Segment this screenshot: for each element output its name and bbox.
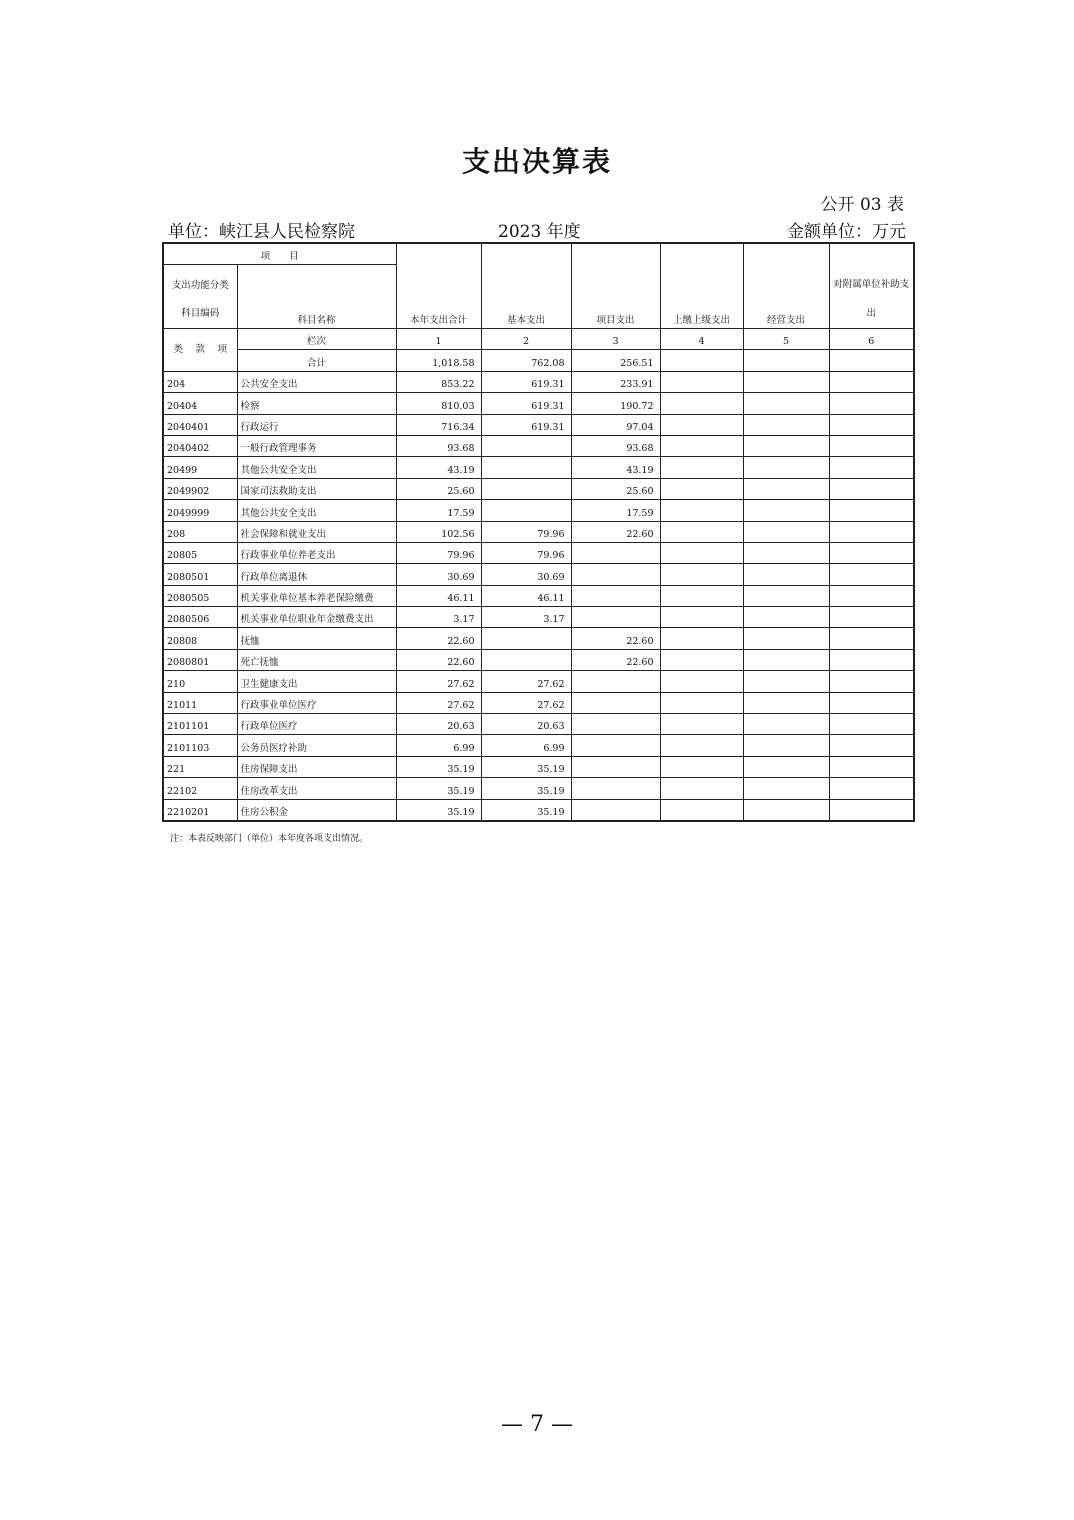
col-num-1: 1 bbox=[396, 329, 481, 350]
total-value-2: 762.08 bbox=[481, 350, 571, 371]
func-code-header bbox=[163, 265, 237, 329]
row-value-1: 25.60 bbox=[396, 478, 481, 499]
table-row bbox=[163, 435, 914, 456]
total-label: 合计 bbox=[237, 350, 396, 371]
func-code-line1: 支出功能分类 bbox=[171, 280, 229, 291]
row-code: 2080506 bbox=[163, 607, 237, 628]
row-value-1: 46.11 bbox=[396, 585, 481, 606]
row-subject-name: 机关事业单位基本养老保险缴费 bbox=[237, 585, 396, 606]
row-value-6 bbox=[829, 649, 914, 670]
table-row bbox=[163, 393, 914, 414]
row-value-2: 3.17 bbox=[481, 607, 571, 628]
row-value-6 bbox=[829, 692, 914, 713]
row-value-6 bbox=[829, 500, 914, 521]
row-value-4 bbox=[660, 585, 743, 606]
table-row bbox=[163, 671, 914, 692]
row-value-3 bbox=[571, 799, 660, 821]
row-value-6 bbox=[829, 521, 914, 542]
row-value-4 bbox=[660, 671, 743, 692]
row-value-5 bbox=[743, 542, 829, 563]
table-row bbox=[163, 735, 914, 756]
row-value-3: 22.60 bbox=[571, 649, 660, 670]
total-value-3: 256.51 bbox=[571, 350, 660, 371]
row-value-1: 716.34 bbox=[396, 414, 481, 435]
unit-label: 单位：峡江县人民检察院 bbox=[168, 222, 355, 242]
total-value-4 bbox=[660, 350, 743, 371]
row-value-3 bbox=[571, 735, 660, 756]
table-row bbox=[163, 457, 914, 478]
row-subject-name: 住房公积金 bbox=[237, 799, 396, 821]
row-code: 204 bbox=[163, 371, 237, 392]
row-subject-name: 卫生健康支出 bbox=[237, 671, 396, 692]
row-value-5 bbox=[743, 521, 829, 542]
row-value-3 bbox=[571, 585, 660, 606]
row-value-2 bbox=[481, 435, 571, 456]
subject-name-header: 科目名称 bbox=[237, 265, 396, 329]
row-code: 2080801 bbox=[163, 649, 237, 670]
row-subject-name: 行政单位离退休 bbox=[237, 564, 396, 585]
table-note: 注：本表反映部门（单位）本年度各项支出情况。 bbox=[170, 834, 369, 844]
table-row bbox=[163, 714, 914, 735]
row-value-5 bbox=[743, 371, 829, 392]
row-value-2: 35.19 bbox=[481, 778, 571, 799]
row-value-2 bbox=[481, 628, 571, 649]
row-value-4 bbox=[660, 414, 743, 435]
row-subject-name: 行政单位医疗 bbox=[237, 714, 396, 735]
row-value-1: 20.63 bbox=[396, 714, 481, 735]
row-value-5 bbox=[743, 393, 829, 414]
table-row bbox=[163, 564, 914, 585]
row-value-2: 27.62 bbox=[481, 671, 571, 692]
row-value-4 bbox=[660, 607, 743, 628]
row-value-1: 43.19 bbox=[396, 457, 481, 478]
row-value-2: 619.31 bbox=[481, 414, 571, 435]
row-value-5 bbox=[743, 628, 829, 649]
row-subject-name: 公务员医疗补助 bbox=[237, 735, 396, 756]
row-subject-name: 检察 bbox=[237, 393, 396, 414]
row-value-1: 35.19 bbox=[396, 756, 481, 777]
row-value-4 bbox=[660, 799, 743, 821]
row-subject-name: 公共安全支出 bbox=[237, 371, 396, 392]
class-header bbox=[163, 329, 237, 372]
row-value-2: 35.19 bbox=[481, 799, 571, 821]
row-value-2: 27.62 bbox=[481, 692, 571, 713]
row-value-6 bbox=[829, 435, 914, 456]
row-value-3 bbox=[571, 607, 660, 628]
total-value-6 bbox=[829, 350, 914, 371]
row-code: 2080501 bbox=[163, 564, 237, 585]
row-value-5 bbox=[743, 564, 829, 585]
col-header-5: 经营支出 bbox=[743, 243, 829, 329]
row-value-1: 6.99 bbox=[396, 735, 481, 756]
col-header-6: 对附属单位补助支出 bbox=[829, 243, 914, 329]
row-value-6 bbox=[829, 607, 914, 628]
xiang-label: 项 bbox=[217, 343, 228, 355]
row-value-4 bbox=[660, 692, 743, 713]
row-value-3 bbox=[571, 778, 660, 799]
row-value-6 bbox=[829, 564, 914, 585]
row-value-5 bbox=[743, 649, 829, 670]
row-value-4 bbox=[660, 735, 743, 756]
row-value-1: 102.56 bbox=[396, 521, 481, 542]
table-row bbox=[163, 607, 914, 628]
row-code: 221 bbox=[163, 756, 237, 777]
row-value-3: 22.60 bbox=[571, 628, 660, 649]
row-value-6 bbox=[829, 371, 914, 392]
row-value-6 bbox=[829, 585, 914, 606]
row-value-3: 233.91 bbox=[571, 371, 660, 392]
row-value-3 bbox=[571, 692, 660, 713]
total-value-5 bbox=[743, 350, 829, 371]
row-value-4 bbox=[660, 564, 743, 585]
col-header-2: 基本支出 bbox=[481, 243, 571, 329]
row-value-3: 43.19 bbox=[571, 457, 660, 478]
table-row bbox=[163, 692, 914, 713]
page-number: — 7 — bbox=[501, 1412, 573, 1437]
row-subject-name: 国家司法救助支出 bbox=[237, 478, 396, 499]
row-value-6 bbox=[829, 457, 914, 478]
row-value-1: 79.96 bbox=[396, 542, 481, 563]
kuan-label: 款 bbox=[195, 343, 205, 355]
table-row bbox=[163, 414, 914, 435]
col-num-3: 3 bbox=[571, 329, 660, 350]
row-value-3: 190.72 bbox=[571, 393, 660, 414]
row-value-4 bbox=[660, 756, 743, 777]
row-subject-name: 社会保障和就业支出 bbox=[237, 521, 396, 542]
row-value-2: 79.96 bbox=[481, 542, 571, 563]
row-value-1: 35.19 bbox=[396, 799, 481, 821]
col-header-3: 项目支出 bbox=[571, 243, 660, 329]
row-value-3: 97.04 bbox=[571, 414, 660, 435]
row-value-5 bbox=[743, 585, 829, 606]
row-subject-name: 住房保障支出 bbox=[237, 756, 396, 777]
row-value-3: 25.60 bbox=[571, 478, 660, 499]
row-value-3: 93.68 bbox=[571, 435, 660, 456]
col-header-4: 上缴上级支出 bbox=[660, 243, 743, 329]
row-value-5 bbox=[743, 756, 829, 777]
row-value-2: 6.99 bbox=[481, 735, 571, 756]
row-value-2 bbox=[481, 457, 571, 478]
row-value-6 bbox=[829, 778, 914, 799]
row-value-5 bbox=[743, 671, 829, 692]
col-header-1: 本年支出合计 bbox=[396, 243, 481, 329]
row-value-4 bbox=[660, 521, 743, 542]
row-subject-name: 行政事业单位养老支出 bbox=[237, 542, 396, 563]
row-value-2: 619.31 bbox=[481, 371, 571, 392]
total-value-1: 1,018.58 bbox=[396, 350, 481, 371]
row-code: 2101103 bbox=[163, 735, 237, 756]
table-row bbox=[163, 585, 914, 606]
expenditure-table bbox=[162, 242, 915, 822]
col-num-5: 5 bbox=[743, 329, 829, 350]
row-value-2: 30.69 bbox=[481, 564, 571, 585]
row-value-1: 17.59 bbox=[396, 500, 481, 521]
row-value-5 bbox=[743, 478, 829, 499]
row-value-1: 810.03 bbox=[396, 393, 481, 414]
year-label: 2023 年度 bbox=[498, 222, 581, 242]
row-subject-name: 其他公共安全支出 bbox=[237, 457, 396, 478]
row-code: 2080505 bbox=[163, 585, 237, 606]
col-num-4: 4 bbox=[660, 329, 743, 350]
table-row bbox=[163, 500, 914, 521]
row-value-1: 30.69 bbox=[396, 564, 481, 585]
row-value-6 bbox=[829, 478, 914, 499]
table-row bbox=[163, 799, 914, 821]
row-value-3: 22.60 bbox=[571, 521, 660, 542]
row-value-3 bbox=[571, 756, 660, 777]
row-value-5 bbox=[743, 414, 829, 435]
row-value-4 bbox=[660, 542, 743, 563]
table-row bbox=[163, 628, 914, 649]
table-row bbox=[163, 542, 914, 563]
row-code: 21011 bbox=[163, 692, 237, 713]
row-value-4 bbox=[660, 628, 743, 649]
row-value-2 bbox=[481, 500, 571, 521]
row-subject-name: 行政事业单位医疗 bbox=[237, 692, 396, 713]
row-code: 2210201 bbox=[163, 799, 237, 821]
row-value-2 bbox=[481, 478, 571, 499]
row-value-5 bbox=[743, 457, 829, 478]
row-code: 208 bbox=[163, 521, 237, 542]
col-num-6: 6 bbox=[829, 329, 914, 350]
row-value-5 bbox=[743, 799, 829, 821]
table-row bbox=[163, 371, 914, 392]
row-code: 20808 bbox=[163, 628, 237, 649]
row-subject-name: 一般行政管理事务 bbox=[237, 435, 396, 456]
row-value-5 bbox=[743, 692, 829, 713]
col-num-2: 2 bbox=[481, 329, 571, 350]
row-value-2: 79.96 bbox=[481, 521, 571, 542]
row-value-6 bbox=[829, 756, 914, 777]
row-value-5 bbox=[743, 500, 829, 521]
row-value-1: 22.60 bbox=[396, 649, 481, 670]
table-row bbox=[163, 649, 914, 670]
row-value-4 bbox=[660, 714, 743, 735]
table-row bbox=[163, 778, 914, 799]
table-row bbox=[163, 756, 914, 777]
row-value-6 bbox=[829, 714, 914, 735]
row-value-5 bbox=[743, 607, 829, 628]
row-value-4 bbox=[660, 478, 743, 499]
row-value-1: 22.60 bbox=[396, 628, 481, 649]
row-subject-name: 死亡抚恤 bbox=[237, 649, 396, 670]
row-value-4 bbox=[660, 500, 743, 521]
row-value-6 bbox=[829, 393, 914, 414]
row-value-2: 20.63 bbox=[481, 714, 571, 735]
row-value-3 bbox=[571, 671, 660, 692]
row-code: 20805 bbox=[163, 542, 237, 563]
row-value-5 bbox=[743, 735, 829, 756]
row-value-2: 46.11 bbox=[481, 585, 571, 606]
row-value-4 bbox=[660, 393, 743, 414]
row-subject-name: 其他公共安全支出 bbox=[237, 500, 396, 521]
row-code: 2049999 bbox=[163, 500, 237, 521]
row-value-5 bbox=[743, 714, 829, 735]
lanci-label: 栏次 bbox=[237, 329, 396, 350]
row-code: 210 bbox=[163, 671, 237, 692]
row-value-5 bbox=[743, 778, 829, 799]
row-code: 20499 bbox=[163, 457, 237, 478]
row-value-5 bbox=[743, 435, 829, 456]
row-value-2: 619.31 bbox=[481, 393, 571, 414]
row-value-3: 17.59 bbox=[571, 500, 660, 521]
row-subject-name: 抚恤 bbox=[237, 628, 396, 649]
item-header: 项 目 bbox=[163, 243, 396, 265]
row-code: 2040402 bbox=[163, 435, 237, 456]
row-subject-name: 住房改革支出 bbox=[237, 778, 396, 799]
table-row bbox=[163, 478, 914, 499]
row-value-1: 27.62 bbox=[396, 692, 481, 713]
row-value-6 bbox=[829, 414, 914, 435]
row-value-1: 93.68 bbox=[396, 435, 481, 456]
row-value-1: 853.22 bbox=[396, 371, 481, 392]
row-value-2 bbox=[481, 649, 571, 670]
row-value-3 bbox=[571, 714, 660, 735]
row-value-4 bbox=[660, 649, 743, 670]
money-unit-label: 金额单位：万元 bbox=[787, 222, 906, 242]
func-code-line2: 科目编码 bbox=[181, 308, 220, 319]
form-number: 公开 03 表 bbox=[820, 195, 904, 215]
row-value-4 bbox=[660, 457, 743, 478]
row-value-6 bbox=[829, 735, 914, 756]
row-code: 22102 bbox=[163, 778, 237, 799]
row-value-1: 27.62 bbox=[396, 671, 481, 692]
row-code: 20404 bbox=[163, 393, 237, 414]
row-value-4 bbox=[660, 435, 743, 456]
row-value-6 bbox=[829, 671, 914, 692]
page-title: 支出决算表 bbox=[461, 145, 612, 178]
row-value-2: 35.19 bbox=[481, 756, 571, 777]
row-value-3 bbox=[571, 542, 660, 563]
row-code: 2040401 bbox=[163, 414, 237, 435]
row-code: 2049902 bbox=[163, 478, 237, 499]
row-value-1: 3.17 bbox=[396, 607, 481, 628]
row-value-6 bbox=[829, 628, 914, 649]
row-value-3 bbox=[571, 564, 660, 585]
row-subject-name: 机关事业单位职业年金缴费支出 bbox=[237, 607, 396, 628]
table-row bbox=[163, 521, 914, 542]
row-value-6 bbox=[829, 542, 914, 563]
row-code: 2101101 bbox=[163, 714, 237, 735]
row-value-4 bbox=[660, 778, 743, 799]
row-subject-name: 行政运行 bbox=[237, 414, 396, 435]
row-value-4 bbox=[660, 371, 743, 392]
lei-label: 类 bbox=[173, 343, 183, 355]
row-value-6 bbox=[829, 799, 914, 821]
row-value-1: 35.19 bbox=[396, 778, 481, 799]
